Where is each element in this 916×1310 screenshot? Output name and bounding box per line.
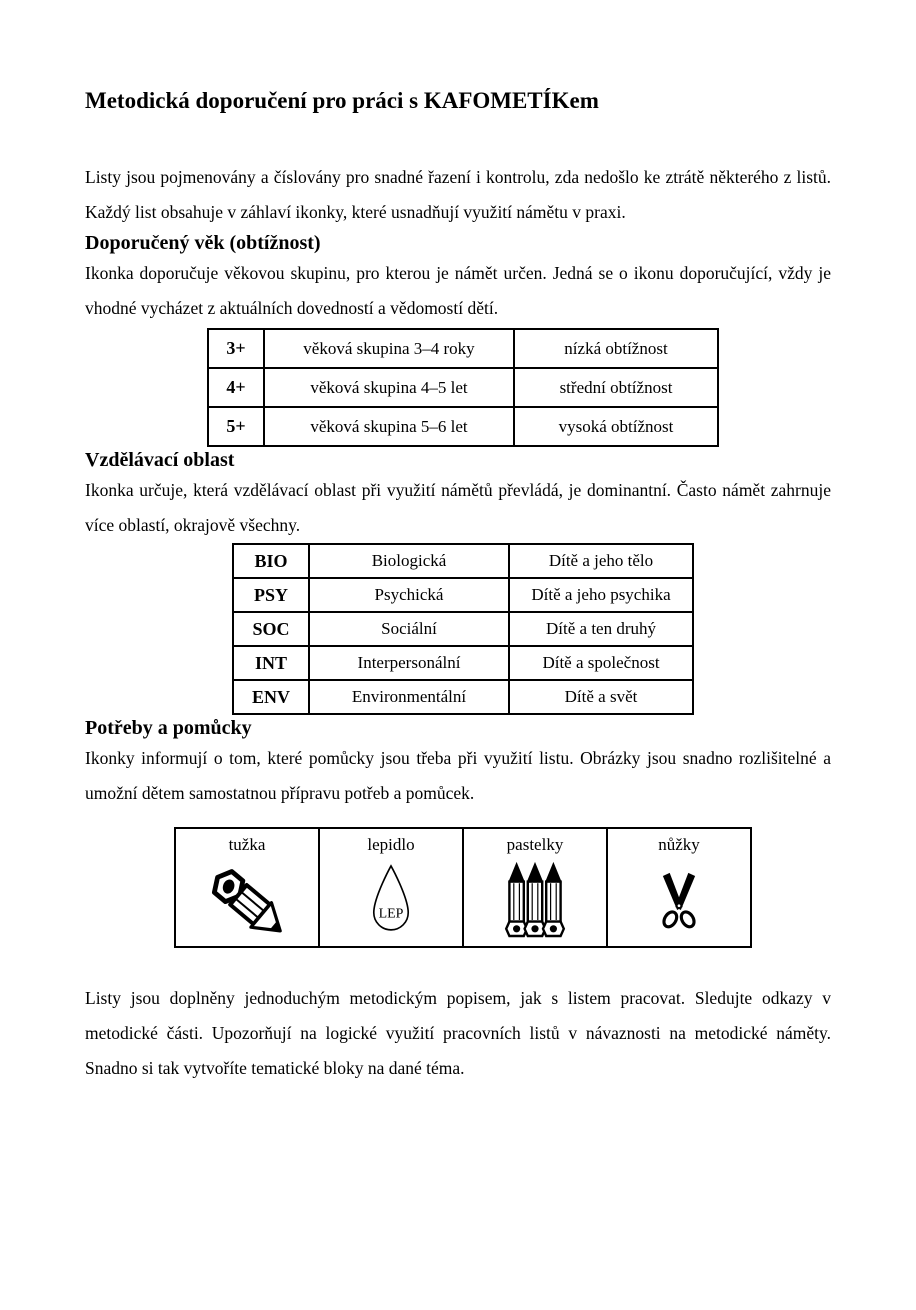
table-row: [208, 329, 718, 368]
tool-cell-pencil: [175, 828, 319, 947]
area-name-cell: Biologická: [309, 544, 509, 578]
scissors-icon: [608, 858, 750, 946]
age-difficulty-cell: nízká obtížnost: [514, 329, 718, 368]
table-row: [233, 612, 693, 646]
table-row: [233, 544, 693, 578]
crayons-icon: [464, 858, 606, 946]
age-paragraph: Ikonka doporučuje věkovou skupinu, pro kterou je námět určen. Jedná se o ikonu doporučující, vždy je vhodné vycházet z aktuálních dovedností a vědomostí dětí.: [85, 263, 831, 318]
area-name-cell: Sociální: [309, 612, 509, 646]
outro-paragraph: Listy jsou doplněny jednoduchým metodickým popisem, jak s listem pracovat. Sledujte odkazy v metodické části. Upozorňují na logické využití pracovních listů v návaznosti na metodické náměty. Snadno si tak vytvoříte tematické bloky na dané téma.: [85, 988, 831, 1078]
section-heading-area: Vzdělávací oblast: [85, 449, 235, 471]
table-row: [233, 646, 693, 680]
table-row: [233, 578, 693, 612]
glue-drop-icon: [320, 858, 462, 946]
table-row: [208, 407, 718, 446]
tool-label: pastelky: [506, 835, 564, 854]
area-rvp-cell: Dítě a svět: [509, 680, 693, 714]
area-code-cell: SOC: [233, 612, 309, 646]
tool-cell-glue: [319, 828, 463, 947]
glue-label: LEP: [378, 906, 404, 922]
section-heading-age: Doporučený věk (obtížnost): [85, 232, 321, 254]
tool-label: lepidlo: [367, 835, 415, 854]
table-row: [208, 368, 718, 407]
age-difficulty-cell: střední obtížnost: [514, 368, 718, 407]
tools-paragraph: Ikonky informují o tom, které pomůcky jsou třeba při využití listu. Obrázky jsou snadno rozlišitelné a umožní dětem samostatnou přípravu potřeb a pomůcek.: [85, 748, 831, 803]
tool-label: tužka: [228, 835, 266, 854]
area-rvp-cell: Dítě a ten druhý: [509, 612, 693, 646]
section-heading-tools: Potřeby a pomůcky: [85, 717, 252, 739]
table-row: [233, 680, 693, 714]
age-table: [207, 328, 719, 447]
age-difficulty-cell: vysoká obtížnost: [514, 407, 718, 446]
area-name-cell: Interpersonální: [309, 646, 509, 680]
area-rvp-cell: Dítě a jeho psychika: [509, 578, 693, 612]
area-rvp-cell: Dítě a jeho tělo: [509, 544, 693, 578]
area-rvp-cell: Dítě a společnost: [509, 646, 693, 680]
area-code-cell: INT: [233, 646, 309, 680]
area-code-cell: BIO: [233, 544, 309, 578]
age-group-cell: věková skupina 4–5 let: [264, 368, 514, 407]
area-name-cell: Environmentální: [309, 680, 509, 714]
age-code-cell: 5+: [208, 407, 264, 446]
page-title: Metodická doporučení pro práci s KAFOMETÍKem: [85, 88, 599, 113]
area-table: [232, 543, 694, 715]
age-code-cell: 3+: [208, 329, 264, 368]
tool-cell-scissors: [607, 828, 751, 947]
area-paragraph: Ikonka určuje, která vzdělávací oblast při využití námětů převládá, je dominantní. Často námět zahrnuje více oblastí, okrajově všechny.: [85, 480, 831, 535]
area-name-cell: Psychická: [309, 578, 509, 612]
pencil-icon: [176, 858, 318, 946]
area-code-cell: PSY: [233, 578, 309, 612]
tools-table: [174, 827, 752, 948]
table-row: [175, 828, 751, 947]
intro-paragraph: Listy jsou pojmenovány a číslovány pro snadné řazení i kontrolu, zda nedošlo ke ztrátě některého z listů. Každý list obsahuje v záhlaví ikonky, které usnadňují využití námětu v praxi.: [85, 167, 831, 222]
area-code-cell: ENV: [233, 680, 309, 714]
tool-cell-crayons: [463, 828, 607, 947]
age-group-cell: věková skupina 5–6 let: [264, 407, 514, 446]
age-group-cell: věková skupina 3–4 roky: [264, 329, 514, 368]
tool-label: nůžky: [658, 835, 700, 854]
age-code-cell: 4+: [208, 368, 264, 407]
